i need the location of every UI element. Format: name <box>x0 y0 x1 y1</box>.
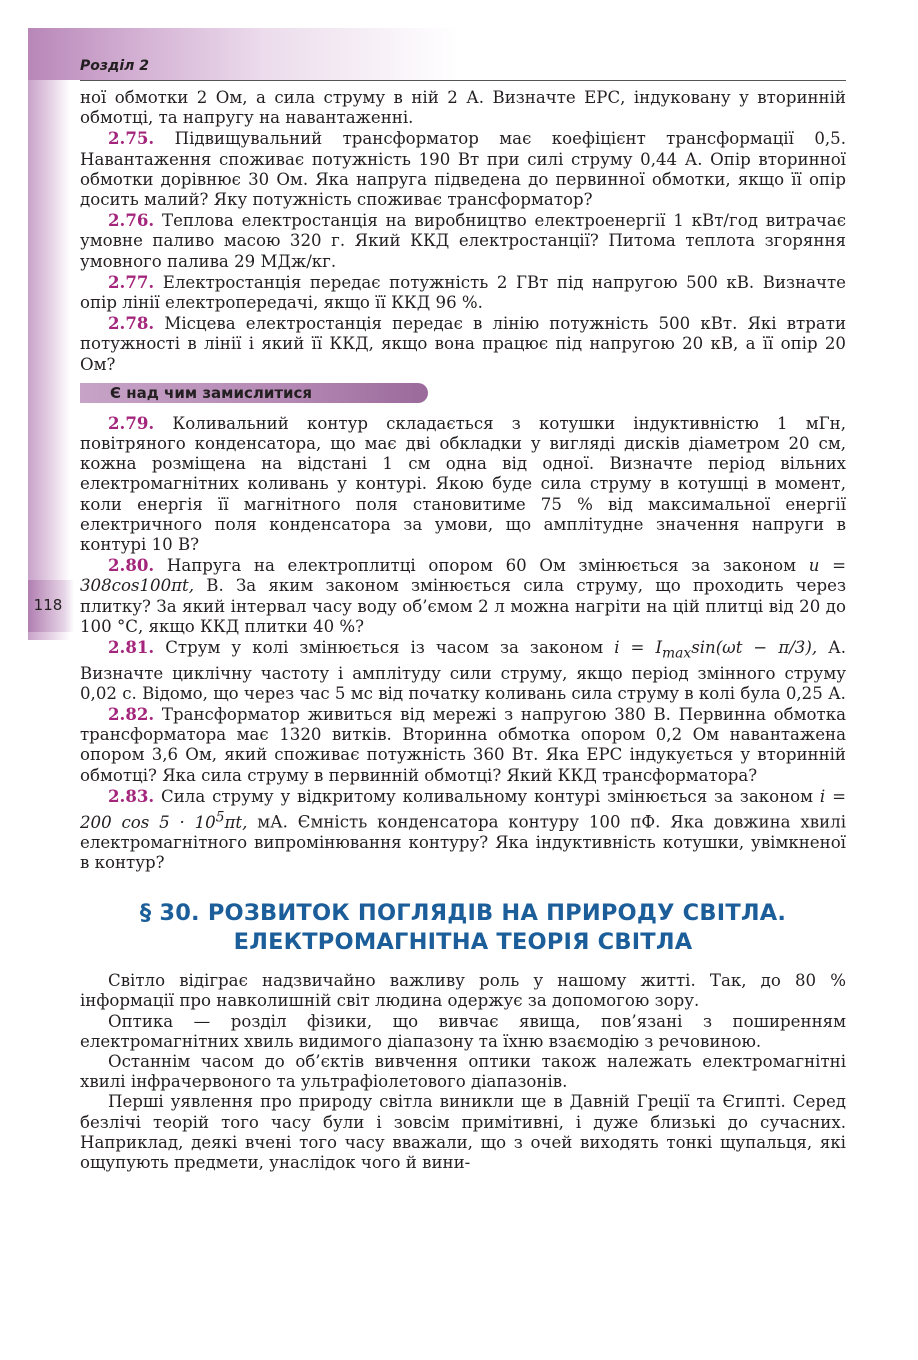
page-content <box>80 88 846 1173</box>
body-paragraph: Світло відіграє надзвичайно важливу роль у нашому житті. Так, до 80 % інформації про навколишній світ людина одержує за допомогою зору. <box>80 971 846 1011</box>
section-heading-line-2: ЕЛЕКТРОМАГНІТНА ТЕОРІЯ СВІТЛА <box>233 929 693 956</box>
problem-number: 2.75. <box>108 128 155 149</box>
problem-2-82 <box>80 704 846 786</box>
formula: $i = I_{max}\sin(\omega t - \pi/3)$, <box>614 638 818 662</box>
section-heading-line-1: § 30. РОЗВИТОК ПОГЛЯДІВ НА ПРИРОДУ СВІТЛА. <box>139 900 787 927</box>
problem-number: 2.79. <box>108 412 155 433</box>
formula: i = 200 $\cos 5 \cdot 10^5\pi t$, <box>80 786 846 832</box>
problem-text: Місцева електростанція передає в лінію потужність 500 кВт. Які втрати потужності в лінії і який її ККД, якщо вона працює під напругою 20 кВ, а її опір 20 Ом? <box>80 314 846 374</box>
problem-2-81: 2.81. Струм у колі змінюється із часом за законом $i = I_{max}\sin(\omega t - \pi/3)$, А. Визначте циклічну частоту і амплітуду сили струму, якщо період змінного струму 0,02 с. Відомо, що через час 5 мс від початку коливань сила струму в колі була 0,25 А. <box>80 637 846 703</box>
think-banner: Є над чим замислитися <box>80 383 428 403</box>
problem-text: Коливальний контур складається з котушки індуктивністю 1 мГн, повітряного конденсатора, що має дві обкладки у вигляді дисків діаметром 20 см, кожна розміщена на відстані 1 см одна від одної. Визначте період вільних електромагнітних коливань у контурі. Якою буде сила струму в котушці в момент, коли енергія її магнітного поля становитиме 75 % від максимальної енергії електричного поля конденсатора за умови, що амплітудне значення напруги в контурі 10 В? <box>80 413 846 555</box>
body-paragraph: Оптика — розділ фізики, що вивчає явища, пов’язані з поширенням електромагнітних хвиль видимого діапазону та їхню взаємодію з речовиною. <box>80 1011 846 1051</box>
problem-text: Підвищувальний трансформатор має коефіцієнт трансформації 0,5. Навантаження споживає потужність 190 Вт при силі струму 0,44 А. Опір вторинної обмотки дорівнює 30 Ом. Яка напруга підведена до первинної обмотки, якщо її опір досить малий? Яку потужність споживає трансформатор? <box>80 129 846 210</box>
problem-number: 2.81. <box>108 637 155 658</box>
body-paragraph: Перші уявлення про природу світла виникли ще в Давній Греції та Єгипті. Серед безлічі теорій того часу були і зовсім примітивні, і дуже близькі до сучасних. Наприклад, деякі вчені того часу вважали, що з очей виходять тонкі щупальця, які ощупують предмети, унаслідок чого й вини- <box>80 1092 846 1172</box>
problem-number: 2.80. <box>108 555 155 576</box>
problem-number: 2.78. <box>108 313 155 334</box>
problem-text: Електростанція передає потужність 2 ГВт під напругою 500 кВ. Визначте опір лінії електропередачі, якщо її ККД 96 %. <box>80 272 846 313</box>
problem-text: Теплова електростанція на виробництво електроенергії 1 кВт/год витрачає умовне паливо масою 320 г. Який ККД електростанції? Питома теплота згоряння умовного палива 29 МДж/кг. <box>80 211 846 271</box>
running-title: Розділ 2 <box>80 58 149 74</box>
problem-number: 2.76. <box>108 210 155 231</box>
problem-2-75 <box>80 128 846 210</box>
header-rule <box>80 80 846 81</box>
problem-number: 2.77. <box>108 271 155 292</box>
problem-number: 2.82. <box>108 704 155 724</box>
body-paragraph: Останнім часом до об’єктів вивчення оптики також належать електромагнітні хвилі інфрачервоного та ультрафіолетового діапазонів. <box>80 1051 846 1092</box>
section-heading <box>80 899 846 957</box>
problem-number: 2.83. <box>108 785 155 806</box>
problem-continuation: ної обмотки 2 Ом, а сила струму в ній 2 А. Визначте ЕРС, індуковану у вторинній обмотці, та напругу на навантаженні. <box>80 88 846 128</box>
problem-2-78 <box>80 313 846 375</box>
problem-2-76 <box>80 210 846 272</box>
problem-2-79 <box>80 413 846 555</box>
page-number: 118 <box>33 596 63 614</box>
formula: u = 308cos100πt, <box>80 556 846 596</box>
problem-text: Трансформатор живиться від мережі з напругою 380 В. Первинна обмотка трансформатора має 1320 витків. Вторинна обмотка опором 0,2 Ом навантажена опором 3,6 Ом, який споживає потужність 360 Вт. Яка ЕРС індукується у вторинній обмотці? Яка сила струму в первинній обмотці? Який ККД трансформатора? <box>80 705 846 785</box>
problem-2-80: 2.80. Напруга на електроплитці опором 60 Ом змінюється за законом u = 308cos100πt, В. За яким законом змінюється сила струму, що проходить через плитку? За який інтервал часу воду об’ємом 2 л можна нагріти на цій плитці від 20 до 100 °С, якщо ККД плитки 40 %? <box>80 555 846 636</box>
margin-band <box>28 80 70 640</box>
problem-2-83: 2.83. Сила струму у відкритому коливальному контурі змінюється за законом i = 200 $\cos 5 \cdot 10^5\pi t$, мА. Ємність конденсатора контуру 100 пФ. Яка довжина хвилі електромагнітного випромінювання контуру? Яка індуктивність котушки, увімкненої в контур? <box>80 785 846 872</box>
problem-2-77 <box>80 272 846 313</box>
